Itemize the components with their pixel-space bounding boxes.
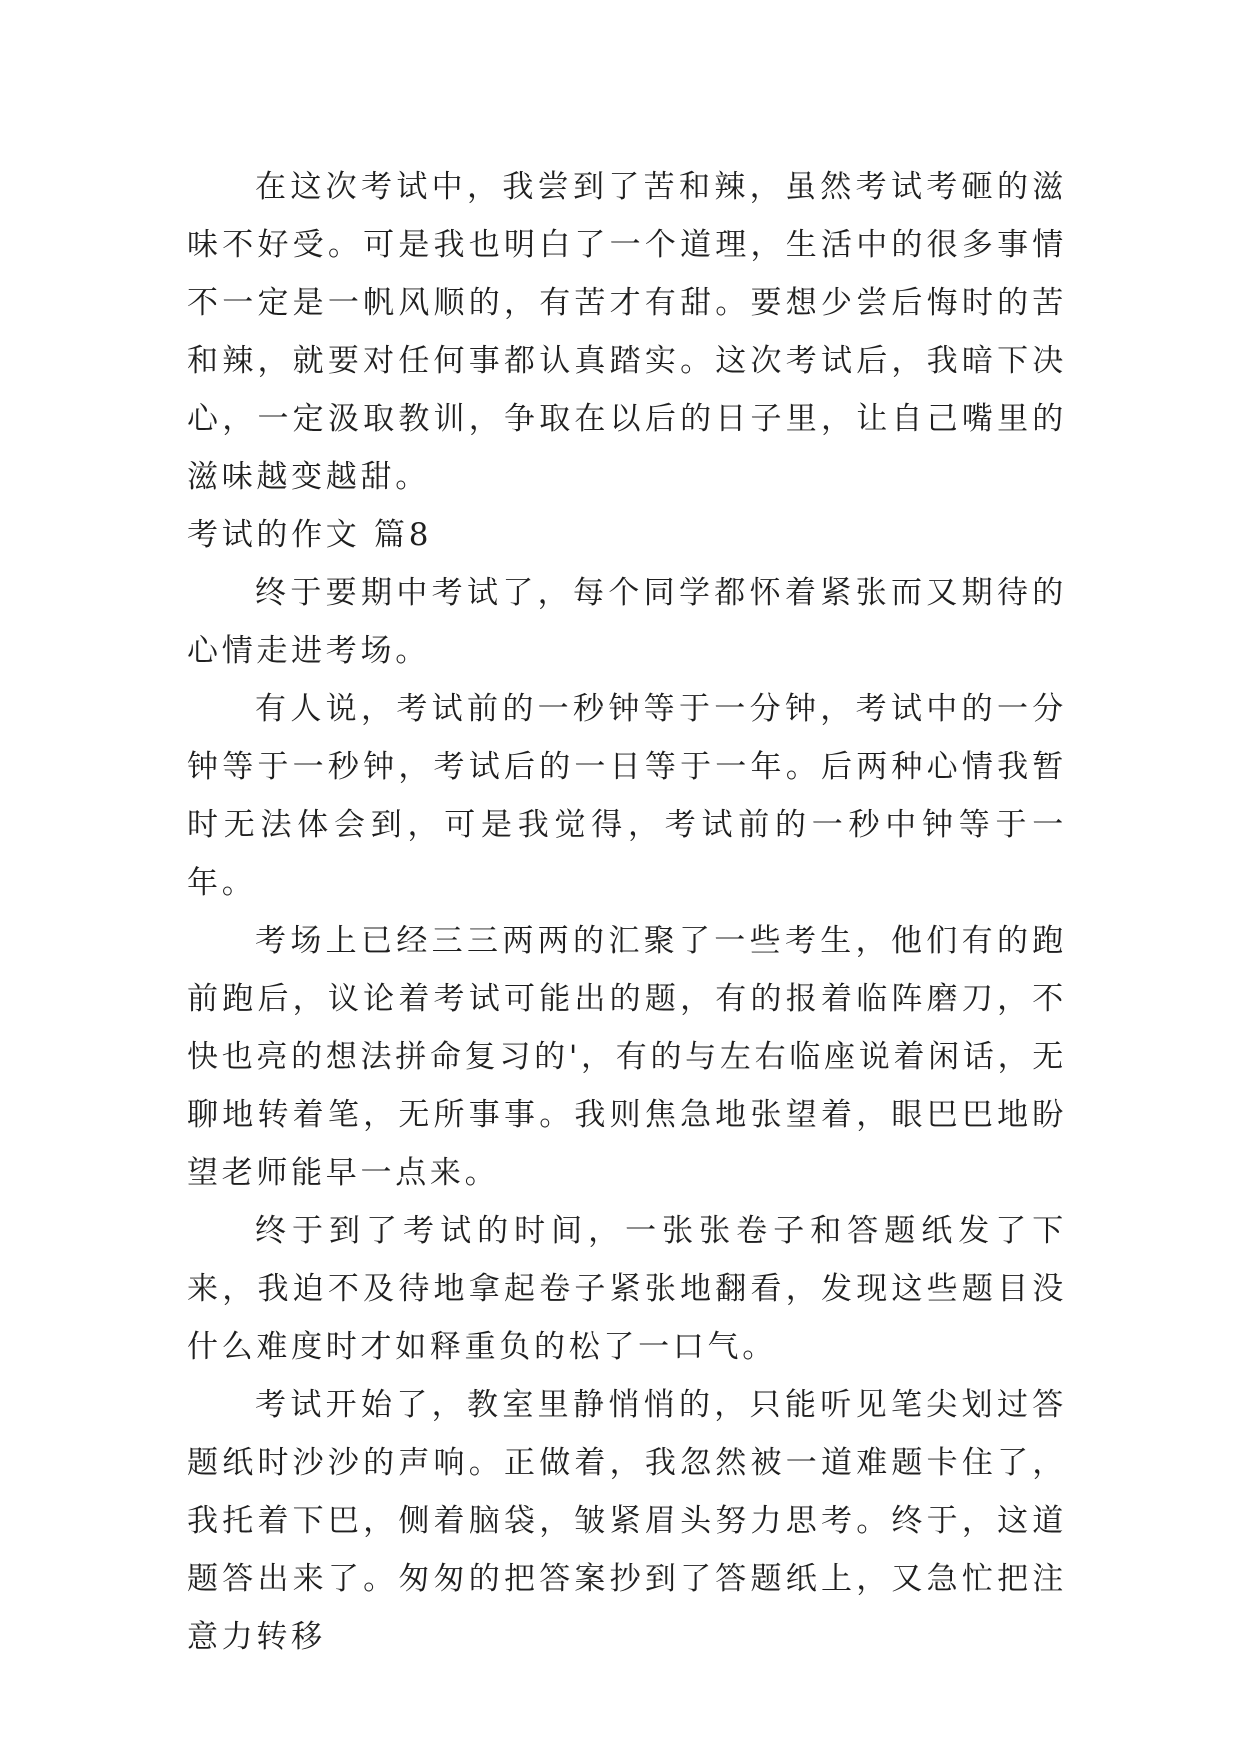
- paragraph-2: 有人说，考试前的一秒钟等于一分钟，考试中的一分钟等于一秒钟，考试后的一日等于一年。后两种心情我暂时无法体会到，可是我觉得，考试前的一秒中钟等于一年。: [187, 691, 1067, 901]
- paragraph-3: 考场上已经三三两两的汇聚了一些考生，他们有的跑前跑后，议论着考试可能出的题，有的报着临阵磨刀，不快也亮的想法拼命复习的'，有的与左右临座说着闲话，无聊地转着笔，无所事事。我则焦急地张望着，眼巴巴地盼望老师能早一点来。: [187, 923, 1067, 1191]
- paragraph-4: 终于到了考试的时间，一张张卷子和答题纸发了下来，我迫不及待地拿起卷子紧张地翻看，发现这些题目没什么难度时才如释重负的松了一口气。: [187, 1213, 1067, 1365]
- intro-paragraph: 在这次考试中，我尝到了苦和辣，虽然考试考砸的滋味不好受。可是我也明白了一个道理，生活中的很多事情不一定是一帆风顺的，有苦才有甜。要想少尝后悔时的苦和辣，就要对任何事都认真踏实。这次考试后，我暗下决心，一定汲取教训，争取在以后的日子里，让自己嘴里的滋味越变越甜。: [187, 169, 1067, 495]
- paragraph-5: 考试开始了，教室里静悄悄的，只能听见笔尖划过答题纸时沙沙的声响。正做着，我忽然被一道难题卡住了，我托着下巴，侧着脑袋，皱紧眉头努力思考。终于，这道题答出来了。匆匆的把答案抄到了答题纸上，又急忙把注意力转移: [187, 1387, 1067, 1655]
- document-page: [187, 158, 1067, 1666]
- paragraph-1: 终于要期中考试了，每个同学都怀着紧张而又期待的心情走进考场。: [187, 575, 1067, 669]
- section-heading: 考试的作文 篇8: [187, 517, 433, 553]
